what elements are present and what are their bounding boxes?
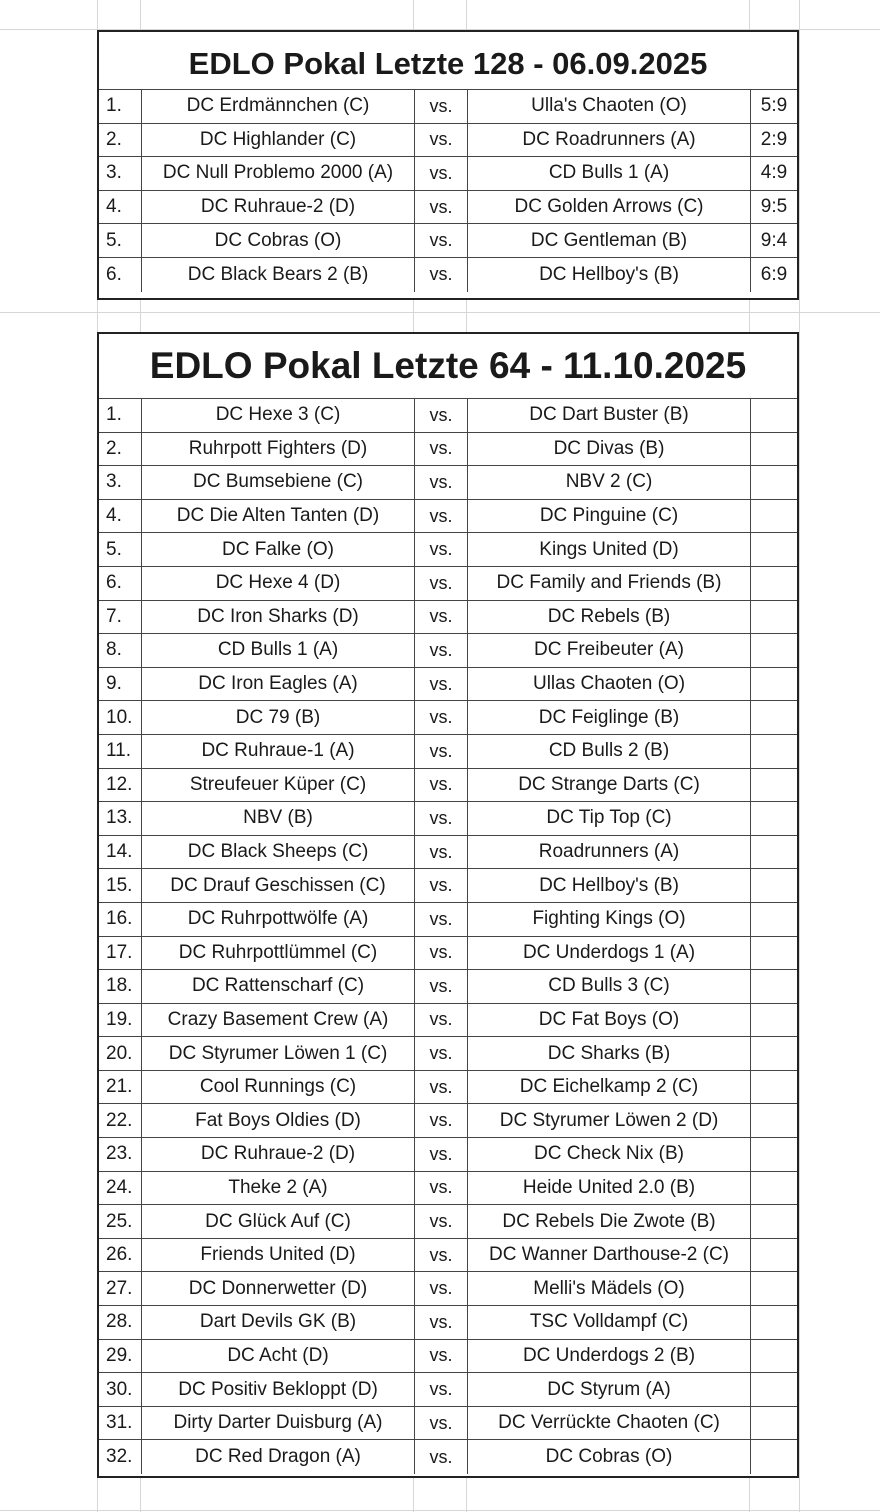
away-team: DC Rebels Die Zwote (B) — [468, 1205, 751, 1238]
match-score — [751, 500, 797, 533]
home-team: DC Erdmännchen (C) — [142, 90, 415, 123]
away-team: DC Wanner Darthouse-2 (C) — [468, 1239, 751, 1272]
table-row — [99, 1239, 797, 1273]
versus-label: vs. — [415, 903, 468, 936]
match-number: 21. — [99, 1071, 142, 1104]
away-team: DC Gentleman (B) — [468, 224, 751, 257]
table-row — [99, 224, 797, 258]
versus-label: vs. — [415, 735, 468, 768]
versus-label: vs. — [415, 937, 468, 970]
away-team: DC Styrum (A) — [468, 1373, 751, 1406]
versus-label: vs. — [415, 399, 468, 432]
versus-label: vs. — [415, 1205, 468, 1238]
away-team: DC Golden Arrows (C) — [468, 191, 751, 224]
table-row — [99, 567, 797, 601]
away-team: DC Freibeuter (A) — [468, 634, 751, 667]
away-team: Fighting Kings (O) — [468, 903, 751, 936]
versus-label: vs. — [415, 970, 468, 1003]
match-number: 9. — [99, 668, 142, 701]
match-score — [751, 1205, 797, 1238]
away-team: Melli's Mädels (O) — [468, 1272, 751, 1305]
match-number: 27. — [99, 1272, 142, 1305]
home-team: Ruhrpott Fighters (D) — [142, 433, 415, 466]
away-team: DC Feiglinge (B) — [468, 701, 751, 734]
match-list — [99, 90, 797, 292]
match-score — [751, 1306, 797, 1339]
table-row — [99, 1272, 797, 1306]
match-number: 32. — [99, 1440, 142, 1474]
match-number: 6. — [99, 567, 142, 600]
match-list — [99, 399, 797, 1474]
versus-label: vs. — [415, 1306, 468, 1339]
away-team: DC Hellboy's (B) — [468, 869, 751, 902]
table-row — [99, 1340, 797, 1374]
table-row — [99, 1373, 797, 1407]
table-row — [99, 1306, 797, 1340]
table-row — [99, 533, 797, 567]
versus-label: vs. — [415, 1004, 468, 1037]
gridline — [0, 1510, 880, 1511]
home-team: DC Donnerwetter (D) — [142, 1272, 415, 1305]
match-score: 9:4 — [760, 229, 788, 251]
versus-label: vs. — [415, 1239, 468, 1272]
table-row — [99, 1205, 797, 1239]
table-row — [99, 735, 797, 769]
match-score — [751, 701, 797, 734]
table-row — [99, 1138, 797, 1172]
match-number: 8. — [99, 634, 142, 667]
away-team: CD Bulls 1 (A) — [468, 157, 751, 190]
match-number: 12. — [99, 769, 142, 802]
away-team: CD Bulls 3 (C) — [468, 970, 751, 1003]
match-score: 9:5 — [760, 196, 788, 218]
away-team: DC Family and Friends (B) — [468, 567, 751, 600]
home-team: DC Black Bears 2 (B) — [142, 258, 415, 292]
table-row — [99, 668, 797, 702]
match-score — [751, 1104, 797, 1137]
versus-label: vs. — [415, 1138, 468, 1171]
table-row — [99, 1004, 797, 1038]
versus-label: vs. — [415, 533, 468, 566]
match-number: 13. — [99, 802, 142, 835]
match-score — [751, 668, 797, 701]
home-team: Cool Runnings (C) — [142, 1071, 415, 1104]
match-number: 25. — [99, 1205, 142, 1238]
versus-label: vs. — [415, 769, 468, 802]
home-team: DC Glück Auf (C) — [142, 1205, 415, 1238]
table-row — [99, 769, 797, 803]
home-team: DC Iron Sharks (D) — [142, 601, 415, 634]
table-row — [99, 157, 797, 191]
home-team: DC Ruhraue-2 (D) — [142, 191, 415, 224]
away-team: CD Bulls 2 (B) — [468, 735, 751, 768]
versus-label: vs. — [415, 466, 468, 499]
match-score — [751, 634, 797, 667]
match-score — [751, 1138, 797, 1171]
match-number: 2. — [99, 124, 142, 157]
away-team: DC Hellboy's (B) — [468, 258, 751, 292]
match-score — [751, 1239, 797, 1272]
match-score — [751, 1440, 797, 1474]
versus-label: vs. — [415, 124, 468, 157]
versus-label: vs. — [415, 1340, 468, 1373]
versus-label: vs. — [415, 433, 468, 466]
match-score — [751, 735, 797, 768]
home-team: Streufeuer Küper (C) — [142, 769, 415, 802]
away-team: Roadrunners (A) — [468, 836, 751, 869]
table-row — [99, 500, 797, 534]
away-team: DC Cobras (O) — [468, 1440, 751, 1474]
home-team: DC Ruhraue-2 (D) — [142, 1138, 415, 1171]
match-number: 7. — [99, 601, 142, 634]
match-number: 14. — [99, 836, 142, 869]
table-row — [99, 191, 797, 225]
versus-label: vs. — [415, 191, 468, 224]
versus-label: vs. — [415, 90, 468, 123]
versus-label: vs. — [415, 1272, 468, 1305]
away-team: Heide United 2.0 (B) — [468, 1172, 751, 1205]
table-row — [99, 1104, 797, 1138]
away-team: TSC Volldampf (C) — [468, 1306, 751, 1339]
table-row — [99, 601, 797, 635]
match-score: 4:9 — [760, 162, 788, 184]
match-score — [751, 399, 797, 432]
versus-label: vs. — [415, 802, 468, 835]
match-score — [751, 567, 797, 600]
match-number: 29. — [99, 1340, 142, 1373]
away-team: DC Tip Top (C) — [468, 802, 751, 835]
home-team: DC Iron Eagles (A) — [142, 668, 415, 701]
match-number: 6. — [99, 258, 142, 292]
table-row — [99, 433, 797, 467]
versus-label: vs. — [415, 869, 468, 902]
versus-label: vs. — [415, 1104, 468, 1137]
match-number: 11. — [99, 735, 142, 768]
match-score — [751, 970, 797, 1003]
match-score — [751, 433, 797, 466]
match-number: 3. — [99, 157, 142, 190]
home-team: DC Ruhrpottwölfe (A) — [142, 903, 415, 936]
table-row — [99, 466, 797, 500]
match-score — [751, 769, 797, 802]
home-team: Dirty Darter Duisburg (A) — [142, 1407, 415, 1440]
home-team: DC Drauf Geschissen (C) — [142, 869, 415, 902]
home-team: DC 79 (B) — [142, 701, 415, 734]
home-team: DC Acht (D) — [142, 1340, 415, 1373]
gridline — [0, 312, 880, 313]
versus-label: vs. — [415, 1373, 468, 1406]
round-64-table — [97, 332, 799, 1478]
match-number: 16. — [99, 903, 142, 936]
match-number: 17. — [99, 937, 142, 970]
table-row — [99, 903, 797, 937]
versus-label: vs. — [415, 668, 468, 701]
match-score — [751, 869, 797, 902]
match-score — [751, 1340, 797, 1373]
match-number: 4. — [99, 191, 142, 224]
versus-label: vs. — [415, 224, 468, 257]
home-team: DC Positiv Bekloppt (D) — [142, 1373, 415, 1406]
match-score — [751, 601, 797, 634]
match-score — [751, 1373, 797, 1406]
away-team: DC Verrückte Chaoten (C) — [468, 1407, 751, 1440]
match-number: 20. — [99, 1037, 142, 1070]
home-team: Fat Boys Oldies (D) — [142, 1104, 415, 1137]
table-row — [99, 836, 797, 870]
home-team: DC Hexe 4 (D) — [142, 567, 415, 600]
table-row — [99, 970, 797, 1004]
match-score — [751, 937, 797, 970]
away-team: DC Pinguine (C) — [468, 500, 751, 533]
away-team: DC Underdogs 2 (B) — [468, 1340, 751, 1373]
round-128-table — [97, 30, 799, 300]
away-team: DC Styrumer Löwen 2 (D) — [468, 1104, 751, 1137]
home-team: DC Cobras (O) — [142, 224, 415, 257]
table-row — [99, 258, 797, 292]
home-team: DC Falke (O) — [142, 533, 415, 566]
match-number: 3. — [99, 466, 142, 499]
home-team: DC Null Problemo 2000 (A) — [142, 157, 415, 190]
match-score — [751, 1037, 797, 1070]
match-score: 6:9 — [760, 263, 788, 285]
versus-label: vs. — [415, 258, 468, 292]
away-team: DC Rebels (B) — [468, 601, 751, 634]
home-team: DC Ruhrpottlümmel (C) — [142, 937, 415, 970]
away-team: Ulla's Chaoten (O) — [468, 90, 751, 123]
versus-label: vs. — [415, 701, 468, 734]
away-team: DC Check Nix (B) — [468, 1138, 751, 1171]
match-number: 1. — [99, 90, 142, 123]
match-score — [751, 466, 797, 499]
away-team: Kings United (D) — [468, 533, 751, 566]
match-number: 24. — [99, 1172, 142, 1205]
match-score — [751, 903, 797, 936]
match-number: 19. — [99, 1004, 142, 1037]
home-team: Friends United (D) — [142, 1239, 415, 1272]
versus-label: vs. — [415, 567, 468, 600]
table-row — [99, 1037, 797, 1071]
versus-label: vs. — [415, 157, 468, 190]
away-team: DC Roadrunners (A) — [468, 124, 751, 157]
match-number: 30. — [99, 1373, 142, 1406]
match-score — [751, 1172, 797, 1205]
table-row — [99, 701, 797, 735]
match-number: 18. — [99, 970, 142, 1003]
home-team: Theke 2 (A) — [142, 1172, 415, 1205]
match-number: 28. — [99, 1306, 142, 1339]
away-team: DC Dart Buster (B) — [468, 399, 751, 432]
away-team: DC Divas (B) — [468, 433, 751, 466]
match-score — [751, 1272, 797, 1305]
versus-label: vs. — [415, 836, 468, 869]
home-team: DC Rattenscharf (C) — [142, 970, 415, 1003]
table-row — [99, 399, 797, 433]
match-number: 5. — [99, 224, 142, 257]
away-team: NBV 2 (C) — [468, 466, 751, 499]
match-score — [751, 1004, 797, 1037]
away-team: Ullas Chaoten (O) — [468, 668, 751, 701]
match-number: 23. — [99, 1138, 142, 1171]
match-score — [751, 802, 797, 835]
versus-label: vs. — [415, 1071, 468, 1104]
match-score — [751, 533, 797, 566]
versus-label: vs. — [415, 1172, 468, 1205]
round-64-title: EDLO Pokal Letzte 64 - 11.10.2025 — [99, 334, 797, 399]
table-row — [99, 124, 797, 158]
home-team: DC Styrumer Löwen 1 (C) — [142, 1037, 415, 1070]
match-score — [751, 1071, 797, 1104]
match-number: 26. — [99, 1239, 142, 1272]
versus-label: vs. — [415, 634, 468, 667]
away-team: DC Eichelkamp 2 (C) — [468, 1071, 751, 1104]
home-team: DC Hexe 3 (C) — [142, 399, 415, 432]
versus-label: vs. — [415, 601, 468, 634]
table-row — [99, 634, 797, 668]
match-number: 15. — [99, 869, 142, 902]
table-row — [99, 1440, 797, 1474]
home-team: CD Bulls 1 (A) — [142, 634, 415, 667]
table-row — [99, 802, 797, 836]
table-row — [99, 1407, 797, 1441]
table-row — [99, 937, 797, 971]
round-128-title: EDLO Pokal Letzte 128 - 06.09.2025 — [99, 32, 797, 90]
match-number: 2. — [99, 433, 142, 466]
versus-label: vs. — [415, 1037, 468, 1070]
versus-label: vs. — [415, 1440, 468, 1474]
match-score: 2:9 — [760, 128, 788, 150]
table-row — [99, 90, 797, 124]
home-team: Crazy Basement Crew (A) — [142, 1004, 415, 1037]
home-team: DC Highlander (C) — [142, 124, 415, 157]
home-team: DC Bumsebiene (C) — [142, 466, 415, 499]
away-team: DC Underdogs 1 (A) — [468, 937, 751, 970]
match-score: 5:9 — [760, 95, 788, 117]
match-number: 22. — [99, 1104, 142, 1137]
match-number: 4. — [99, 500, 142, 533]
away-team: DC Sharks (B) — [468, 1037, 751, 1070]
away-team: DC Strange Darts (C) — [468, 769, 751, 802]
home-team: DC Black Sheeps (C) — [142, 836, 415, 869]
home-team: DC Die Alten Tanten (D) — [142, 500, 415, 533]
table-row — [99, 1172, 797, 1206]
match-score — [751, 836, 797, 869]
gridline — [799, 0, 800, 1512]
away-team: DC Fat Boys (O) — [468, 1004, 751, 1037]
home-team: DC Red Dragon (A) — [142, 1440, 415, 1474]
home-team: NBV (B) — [142, 802, 415, 835]
table-row — [99, 1071, 797, 1105]
match-score — [751, 1407, 797, 1440]
match-number: 31. — [99, 1407, 142, 1440]
match-number: 5. — [99, 533, 142, 566]
match-number: 1. — [99, 399, 142, 432]
table-row — [99, 869, 797, 903]
home-team: Dart Devils GK (B) — [142, 1306, 415, 1339]
versus-label: vs. — [415, 500, 468, 533]
versus-label: vs. — [415, 1407, 468, 1440]
home-team: DC Ruhraue-1 (A) — [142, 735, 415, 768]
match-number: 10. — [99, 701, 142, 734]
